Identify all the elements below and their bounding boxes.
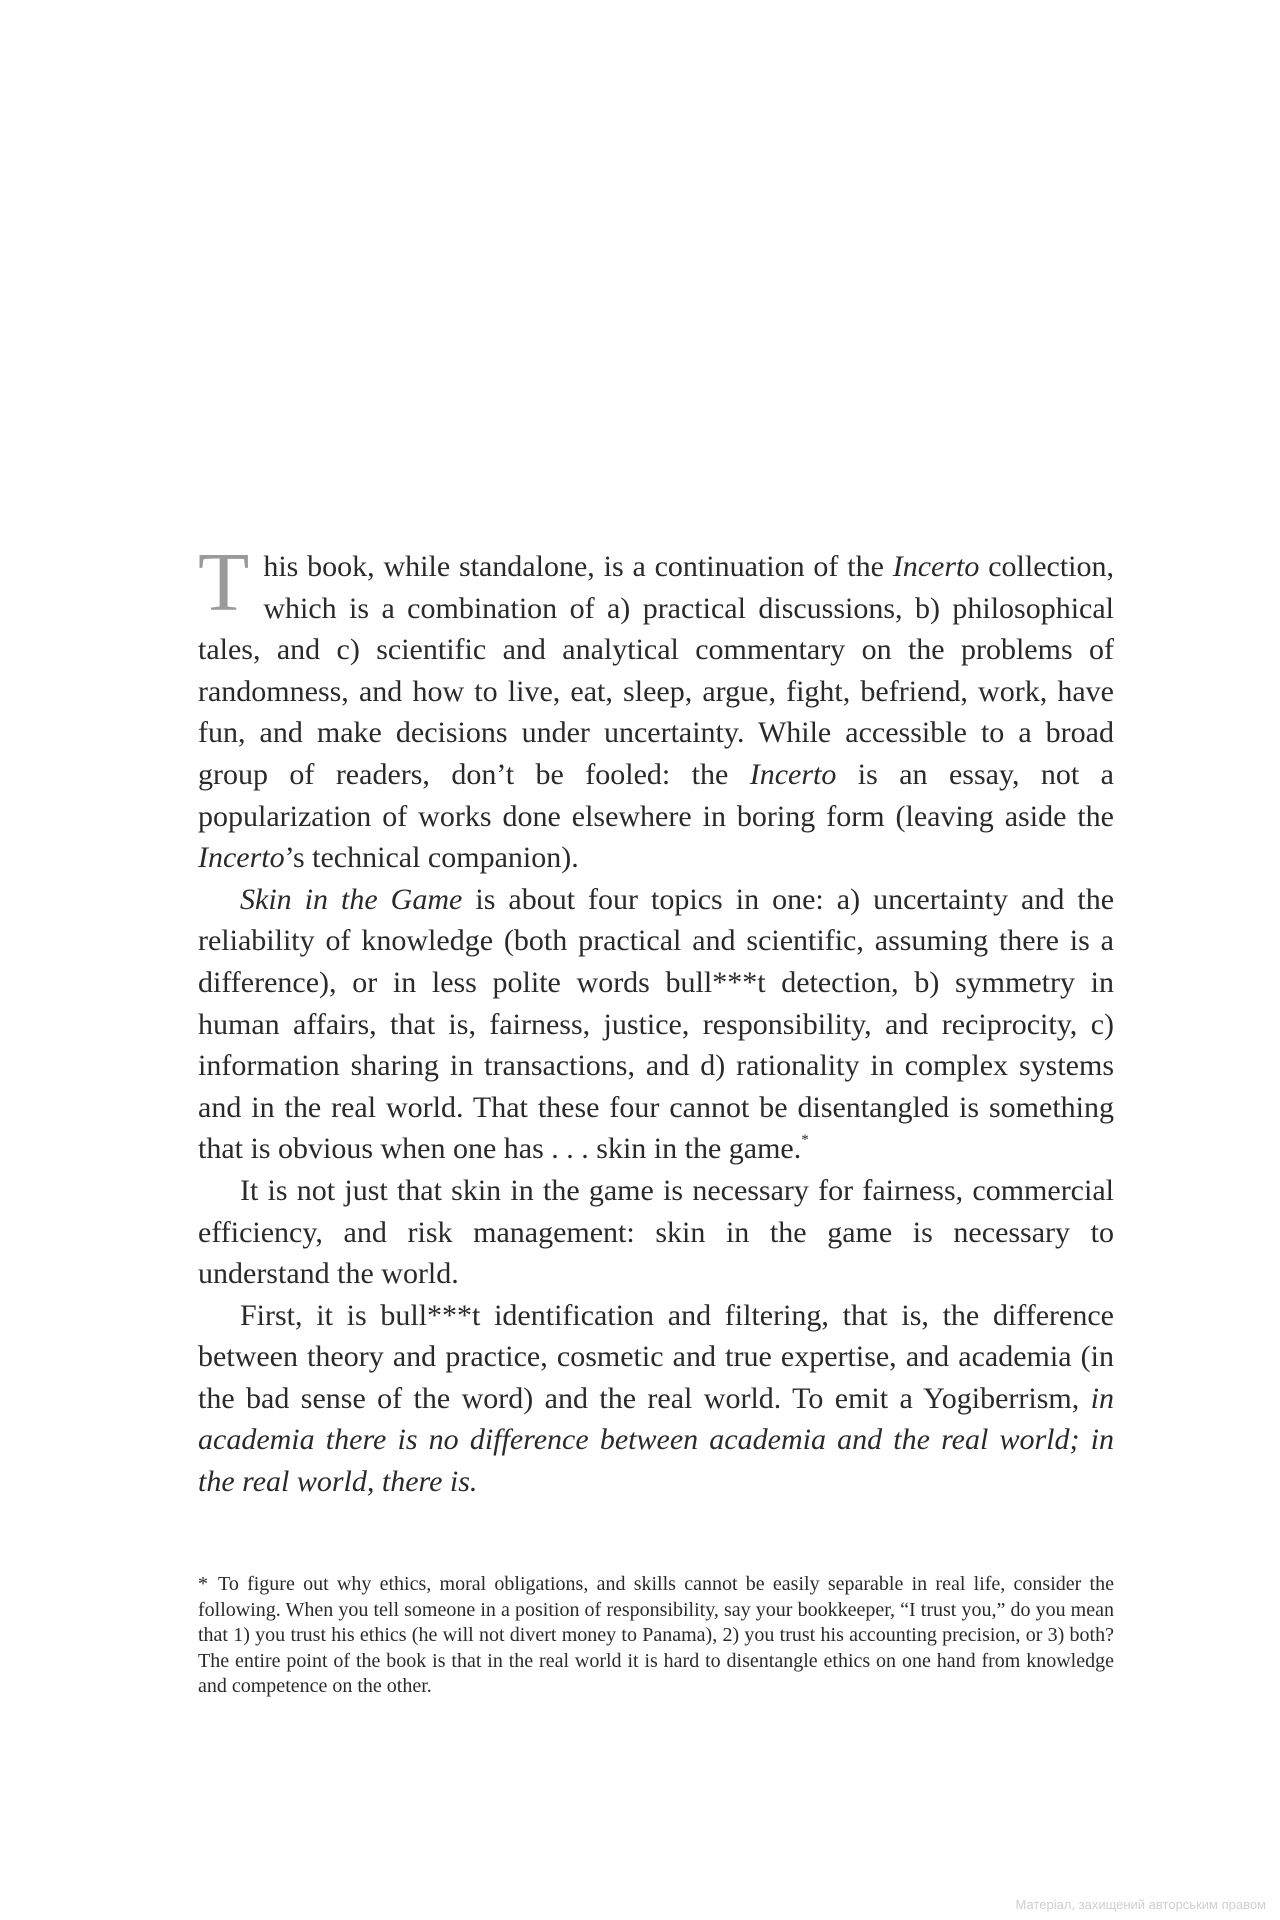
paragraph-3 [198,1170,1114,1295]
text-run: First, it is bull***t identification and filtering, that is, the difference between theory and practice, cosmetic and true expertise, and academia (in the bad sense of the word) and the real world. To emit a Yogiberrism, [198,1298,1114,1415]
footnote-reference: * [801,1132,809,1149]
italic-text: Incerto [749,757,837,791]
body-text [198,536,1115,1503]
text-run: collection, which is a combination of a) practical discussions, b) philosophical tales, and c) scientific and analytical commentary on the problems of randomness, and how to live, eat, sleep, argue, fight, befriend, work, have fun, and make decisions under uncertainty. While accessible to a broad group of readers, don’t be fooled: the [198,550,1114,791]
text-run: his book, while standalone, is a continuation of the [263,550,893,583]
drop-cap: T [198,536,250,629]
italic-text: Incerto [892,550,980,583]
footnote [198,1572,1114,1700]
italic-text: Incerto [198,841,285,875]
italic-text: in academia there is no difference between academia and the real world; in the real world, there is. [198,1381,1114,1499]
footnote-marker: * [198,1573,208,1595]
paragraph-2 [198,879,1114,1170]
footnote-text: To figure out why ethics, moral obligations, and skills cannot be easily separable in real life, consider the following. When you tell someone in a position of responsibility, say your bookkeeper, “I trust you,” do you mean that 1) you trust his ethics (he will not divert money to Panama), 2) you trust his accounting precision, or 3) both? The entire point of the book is that in the real world it is hard to disentangle ethics on one hand from knowledge and competence on the other. [198,1573,1114,1698]
text-run: It is not just that skin in the game is necessary for fairness, commercial efficiency, and risk management: skin in the game is necessary to understand the world. [198,1173,1114,1291]
copyright-watermark: Матеріал, захищений авторським правом [1015,1897,1266,1912]
text-run: is about four topics in one: a) uncertainty and the reliability of knowledge (both practical and scientific, assuming there is a difference), or in less polite words bull***t detection, b) symmetry in human affairs, that is, fairness, justice, responsibility, and reciprocity, c) information sharing in transactions, and d) rationality in complex systems and in the real world. That these four cannot be disentangled is something that is obvious when one has . . . skin in the game. [198,882,1115,1166]
text-run: is an essay, not a popularization of works done elsewhere in boring form (leaving aside the [198,757,1114,833]
italic-text: Skin in the Game [240,882,463,916]
text-run: ’s technical companion). [284,841,579,875]
paragraph-1 [198,536,1114,879]
paragraph-4 [198,1295,1114,1503]
